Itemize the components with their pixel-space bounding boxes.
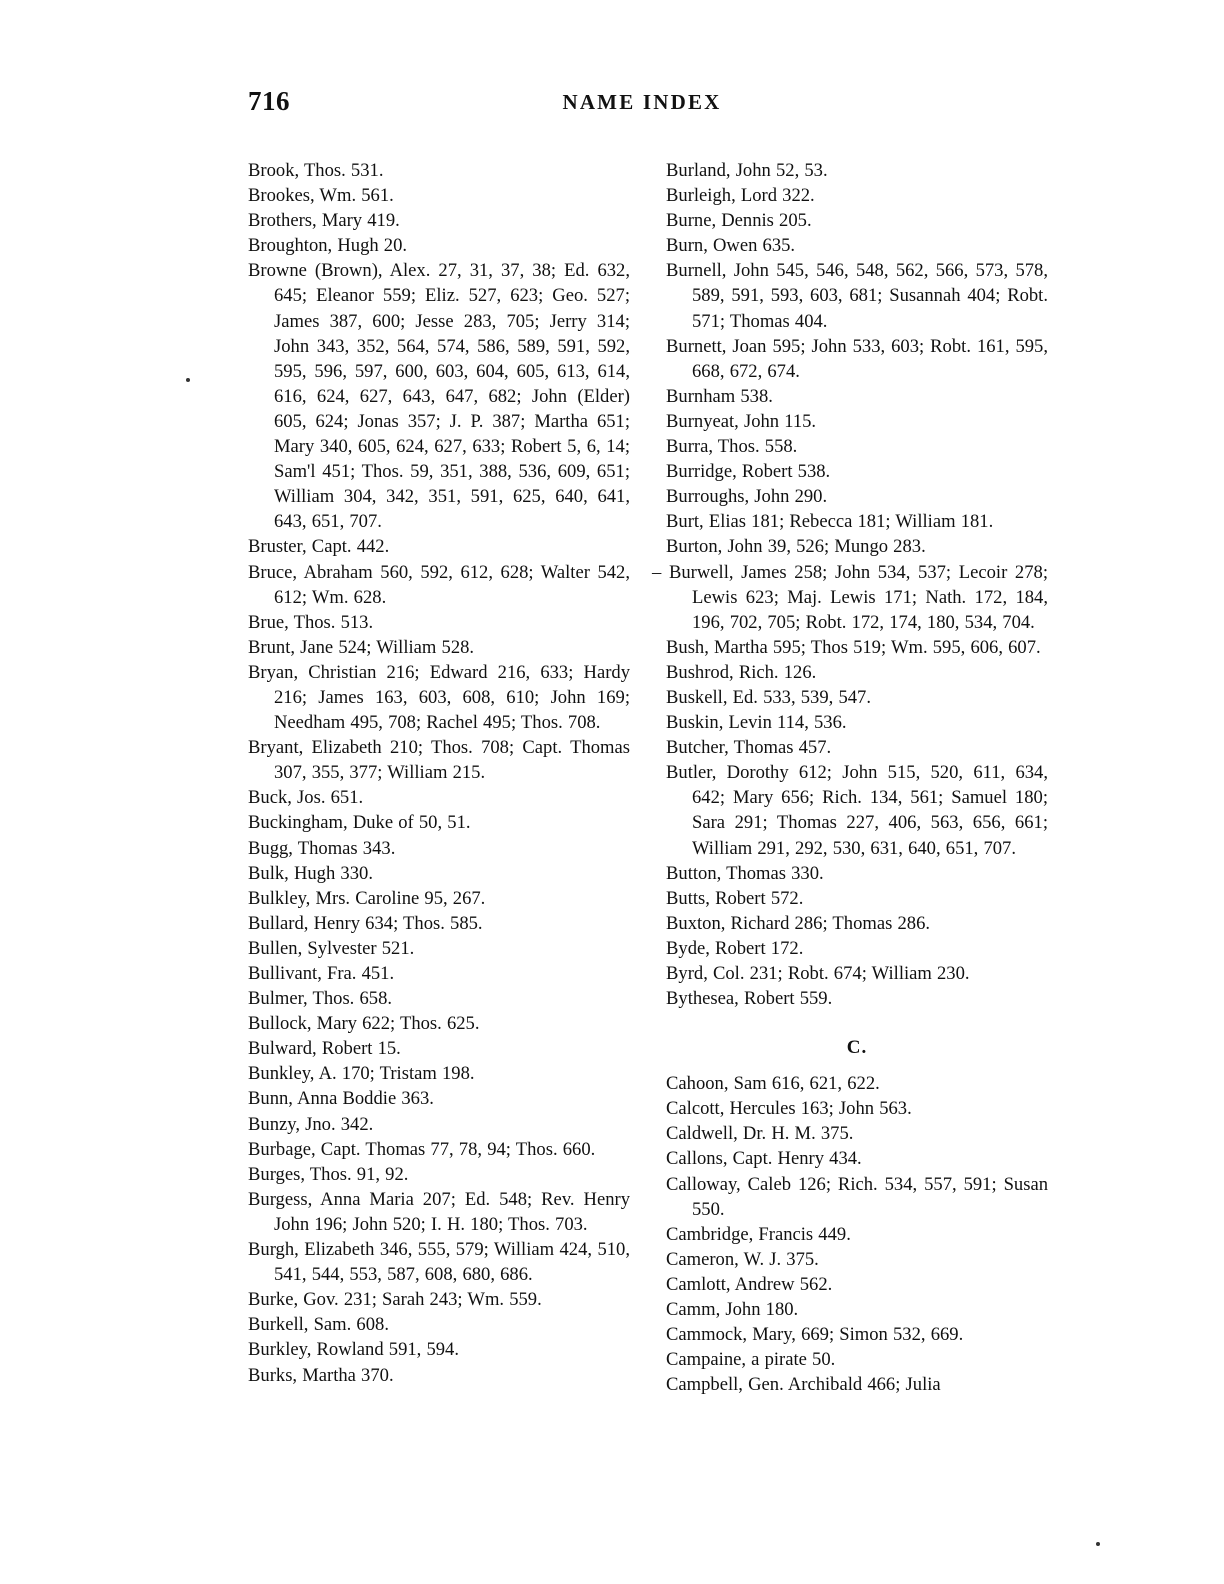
section-letter-heading: C. bbox=[846, 1037, 868, 1059]
index-entry: Burgh, Elizabeth 346, 555, 579; William 424, 510, 541, 544, 553, 587, 608, 680, 686. bbox=[248, 1239, 630, 1286]
index-entry: Burkell, Sam. 608. bbox=[248, 1314, 389, 1336]
index-entry: Bullen, Sylvester 521. bbox=[248, 937, 415, 959]
index-entry: Burridge, Robert 538. bbox=[666, 461, 831, 483]
index-entry: Brook, Thos. 531. bbox=[248, 160, 384, 181]
index-entry: Burges, Thos. 91, 92. bbox=[248, 1163, 409, 1185]
index-entry: Bulward, Robert 15. bbox=[248, 1038, 401, 1060]
index-entry: Camlott, Andrew 562. bbox=[666, 1273, 833, 1295]
index-entry: Burnett, Joan 595; John 533, 603; Robt. 161, 595, 668, 672, 674. bbox=[666, 335, 1048, 382]
index-entry: Butler, Dorothy 612; John 515, 520, 611, 634, 642; Mary 656; Rich. 134, 561; Samuel 180; Sara 291; Thomas 227, 406, 563, 656, 661; William 291, 292, 530, 631, 640, 651, 707. bbox=[666, 762, 1048, 859]
index-entry: Browne (Brown), Alex. 27, 31, 37, 38; Ed. 632, 645; Eleanor 559; Eliz. 527, 623; Geo. 527; James 387, 600; Jesse 283, 705; Jerry 314; John 343, 352, 564, 574, 586, 589, 591, 592, 595, 596, 597, 600, 603, 604, 605, 613, 614, 616, 624, 627, 643, 647, 682; John (Elder) 605, 624; Jonas 357; J. P. 387; Martha 651; Mary 340, 605, 624, 627, 633; Robert 5, 6, 14; Sam'l 451; Thos. 59, 351, 388, 536, 609, 651; William 304, 342, 351, 591, 625, 640, 641, 643, 651, 707. bbox=[248, 260, 630, 533]
index-entry: Byde, Robert 172. bbox=[666, 937, 804, 959]
index-entry: Buxton, Richard 286; Thomas 286. bbox=[666, 912, 931, 934]
index-entry: Burra, Thos. 558. bbox=[666, 436, 798, 458]
index-entry: Burt, Elias 181; Rebecca 181; William 181. bbox=[666, 511, 994, 533]
index-entry: Burnham 538. bbox=[666, 385, 773, 407]
index-entry: Buck, Jos. 651. bbox=[248, 787, 364, 809]
index-entry: Burroughs, John 290. bbox=[666, 486, 828, 508]
index-entry: Bush, Martha 595; Thos 519; Wm. 595, 606, 607. bbox=[666, 636, 1041, 658]
index-entry: Bullock, Mary 622; Thos. 625. bbox=[248, 1013, 480, 1035]
index-entry: Burne, Dennis 205. bbox=[666, 210, 812, 232]
index-entry: Caldwell, Dr. H. M. 375. bbox=[666, 1123, 854, 1145]
index-entry: Calloway, Caleb 126; Rich. 534, 557, 591; Susan 550. bbox=[666, 1173, 1048, 1220]
index-entry: Butts, Robert 572. bbox=[666, 887, 804, 909]
index-entry: Bryan, Christian 216; Edward 216, 633; Hardy 216; James 163, 603, 608, 610; John 169; Needham 495, 708; Rachel 495; Thos. 708. bbox=[248, 661, 630, 734]
index-entry: Camm, John 180. bbox=[666, 1299, 799, 1321]
index-column-left bbox=[248, 158, 630, 1397]
index-entry: Brunt, Jane 524; William 528. bbox=[248, 636, 475, 658]
index-entry: Cambridge, Francis 449. bbox=[666, 1223, 851, 1245]
index-entry: Bullivant, Fra. 451. bbox=[248, 963, 395, 984]
index-entry: Bythesea, Robert 559. bbox=[666, 988, 833, 1010]
index-entry: Burke, Gov. 231; Sarah 243; Wm. 559. bbox=[248, 1289, 542, 1311]
index-entry: Button, Thomas 330. bbox=[666, 862, 824, 884]
index-entry: Burnell, John 545, 546, 548, 562, 566, 573, 578, 589, 591, 593, 603, 681; Susannah 404; Robt. 571; Thomas 404. bbox=[666, 260, 1048, 332]
index-entry: – Burwell, James 258; John 534, 537; Lecoir 278; Lewis 623; Maj. Lewis 171; Nath. 172, 184, 196, 702, 705; Robt. 172, 174, 180, 534, 704. bbox=[652, 561, 1048, 633]
index-entry: Bunn, Anna Boddie 363. bbox=[248, 1088, 434, 1110]
index-entry: Burks, Martha 370. bbox=[248, 1364, 394, 1386]
index-entry: Brothers, Mary 419. bbox=[248, 210, 400, 232]
index-entry: Bushrod, Rich. 126. bbox=[666, 661, 817, 683]
running-title: NAME INDEX bbox=[562, 90, 722, 114]
index-entry: Cahoon, Sam 616, 621, 622. bbox=[666, 1073, 880, 1095]
index-entry: Bryant, Elizabeth 210; Thos. 708; Capt. Thomas 307, 355, 377; William 215. bbox=[248, 737, 630, 784]
index-entry: Burton, John 39, 526; Mungo 283. bbox=[666, 536, 926, 558]
index-entry: Bugg, Thomas 343. bbox=[248, 837, 396, 859]
index-entry: Burgess, Anna Maria 207; Ed. 548; Rev. Henry John 196; John 520; I. H. 180; Thos. 703. bbox=[248, 1188, 630, 1235]
index-entry: Brue, Thos. 513. bbox=[248, 611, 374, 633]
index-entry: Broughton, Hugh 20. bbox=[248, 235, 408, 257]
index-entry: Bulmer, Thos. 658. bbox=[248, 988, 393, 1010]
index-entry: Burnyeat, John 115. bbox=[666, 410, 817, 432]
index-entry: Bulk, Hugh 330. bbox=[248, 862, 373, 884]
index-entry: Campaine, a pirate 50. bbox=[666, 1349, 836, 1371]
index-entry: Cameron, W. J. 375. bbox=[666, 1248, 819, 1270]
index-entry: Burbage, Capt. Thomas 77, 78, 94; Thos. 660. bbox=[248, 1138, 596, 1160]
index-column-right bbox=[652, 158, 1048, 1397]
index-entry: Calcott, Hercules 163; John 563. bbox=[666, 1098, 912, 1120]
page-number: 716 bbox=[248, 86, 290, 116]
index-entry: Bruster, Capt. 442. bbox=[248, 536, 390, 558]
index-entry: Bunzy, Jno. 342. bbox=[248, 1113, 374, 1135]
index-entry: Bullard, Henry 634; Thos. 585. bbox=[248, 912, 483, 934]
index-entry: Buskell, Ed. 533, 539, 547. bbox=[666, 686, 871, 708]
index-entry: Buckingham, Duke of 50, 51. bbox=[248, 812, 471, 834]
index-entry: Callons, Capt. Henry 434. bbox=[666, 1148, 862, 1170]
index-entry: Burn, Owen 635. bbox=[666, 235, 796, 257]
printing-speck-bottom bbox=[1096, 1542, 1100, 1546]
index-columns bbox=[248, 158, 1048, 1397]
index-entry: Buskin, Levin 114, 536. bbox=[666, 712, 847, 734]
index-entry: Cammock, Mary, 669; Simon 532, 669. bbox=[666, 1324, 964, 1346]
index-entry: Bunkley, A. 170; Tristam 198. bbox=[248, 1063, 475, 1085]
index-entry: Bulkley, Mrs. Caroline 95, 267. bbox=[248, 887, 486, 909]
index-entry: Burleigh, Lord 322. bbox=[666, 185, 815, 207]
printing-speck-left bbox=[186, 378, 190, 382]
index-entry: Brookes, Wm. 561. bbox=[248, 185, 394, 207]
index-entry: Burkley, Rowland 591, 594. bbox=[248, 1339, 460, 1361]
page-header bbox=[0, 86, 1224, 122]
index-entry: Byrd, Col. 231; Robt. 674; William 230. bbox=[666, 963, 970, 984]
index-entry: Burland, John 52, 53. bbox=[666, 160, 828, 181]
index-entry: Bruce, Abraham 560, 592, 612, 628; Walter 542, 612; Wm. 628. bbox=[248, 561, 630, 608]
index-entry: Butcher, Thomas 457. bbox=[666, 737, 832, 759]
index-entry: Campbell, Gen. Archibald 466; Julia bbox=[666, 1374, 941, 1396]
